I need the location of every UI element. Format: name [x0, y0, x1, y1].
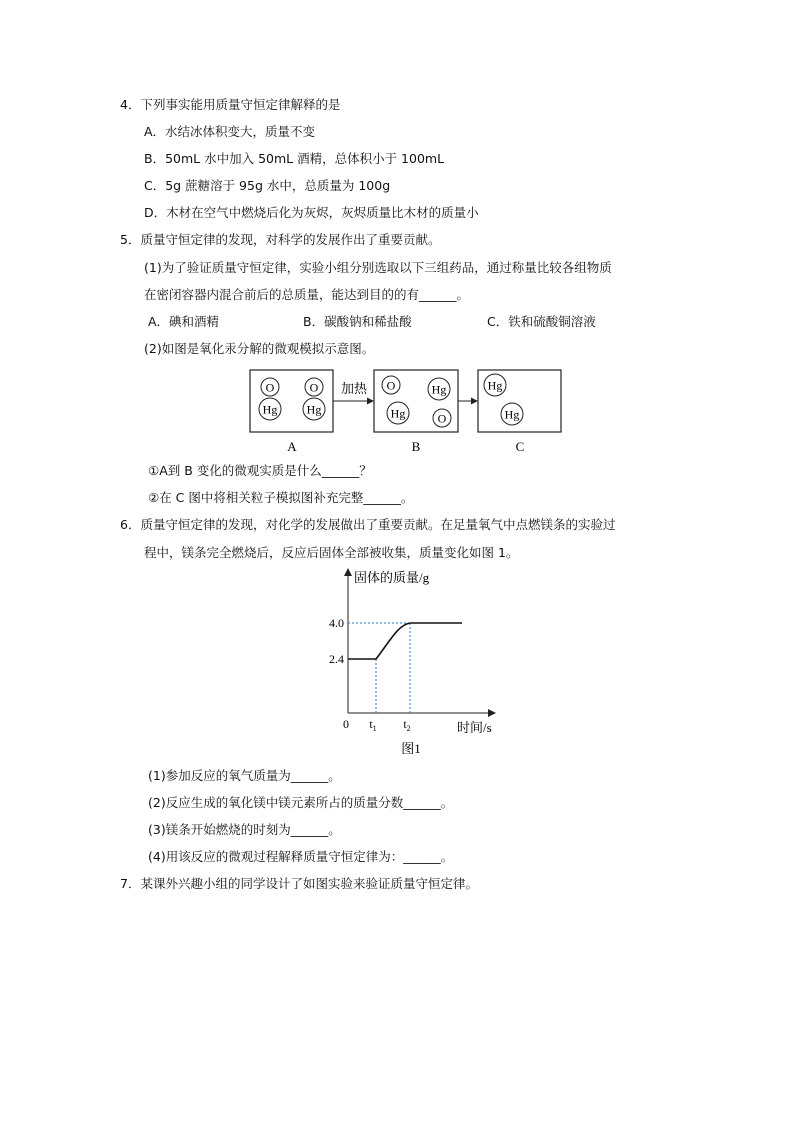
arrow-label-heat: 加热: [340, 381, 368, 396]
q6-part1: (1)参加反应的氧气质量为______。: [148, 768, 341, 783]
x-tick-label: $t_1$: [369, 717, 377, 733]
y-axis-label: 固体的质量/g: [354, 570, 430, 585]
q5-sub1: ①A到 B 变化的微观实质是什么______？: [148, 463, 372, 478]
y-tick-label: 4.0: [329, 616, 344, 630]
q5-option-a: A．碘和酒精: [148, 314, 220, 329]
box-label-b: B: [411, 439, 421, 454]
q5-part1-line1: (1)为了验证质量守恒定律，实验小组分别选取以下三组药品，通过称量比较各组物质: [144, 260, 612, 275]
x-tick-label: $t_2$: [403, 717, 411, 733]
atom-o-label: O: [386, 378, 396, 393]
atom-hg-label: Hg: [487, 378, 503, 393]
q4-option-a: A．水结冰体积变大，质量不变: [144, 124, 316, 139]
q6-stem-line1: 6．质量守恒定律的发现，对化学的发展做出了重要贡献。在足量氧气中点燃镁条的实验过: [120, 517, 616, 532]
q5-sub2: ②在 C 图中将相关粒子模拟图补充完整______。: [148, 490, 414, 505]
q6-stem-line2: 程中，镁条完全燃烧后，反应后固体全部被收集，质量变化如图 1。: [144, 545, 519, 560]
q5-part1-line2: 在密闭容器内混合前后的总质量，能达到目的的有______。: [144, 287, 470, 302]
q6-part4: (4)用该反应的微观过程解释质量守恒定律为：______。: [148, 849, 454, 864]
box-label-a: A: [287, 439, 297, 454]
atom-hg-label: Hg: [431, 382, 447, 397]
q6-part2: (2)反应生成的氧化镁中镁元素所占的质量分数______。: [148, 795, 454, 810]
atom-hg-label: Hg: [390, 406, 406, 421]
q7-stem: 7．某课外兴趣小组的同学设计了如图实验来验证质量守恒定律。: [120, 876, 478, 891]
q6-part3: (3)镁条开始燃烧的时刻为______。: [148, 822, 341, 837]
origin-label: 0: [343, 717, 349, 731]
q4-option-b: B．50mL 水中加入 50mL 酒精，总体积小于 100mL: [144, 151, 445, 166]
atom-hg-label: Hg: [306, 402, 322, 417]
atom-o-label: O: [309, 380, 319, 395]
atom-hg-label: Hg: [262, 402, 278, 417]
q4-option-d: D．木材在空气中燃烧后化为灰烬，灰烬质量比木材的质量小: [144, 205, 479, 220]
q5-option-c: C．铁和硫酸铜溶液: [487, 314, 596, 329]
q5-stem: 5．质量守恒定律的发现，对科学的发展作出了重要贡献。: [120, 232, 441, 247]
y-tick-label: 2.4: [329, 652, 344, 666]
q5-part2: (2)如图是氧化汞分解的微观模拟示意图。: [144, 341, 375, 356]
arrow-head: [367, 398, 374, 405]
q4-option-c: C．5g 蔗糖溶于 95g 水中，总质量为 100g: [144, 178, 391, 193]
x-axis-label: 时间/s: [457, 720, 492, 735]
series-line-mass: [348, 623, 462, 659]
atom-o-label: O: [437, 411, 447, 426]
arrow-head: [471, 398, 478, 405]
atom-hg-label: Hg: [504, 407, 520, 422]
chart-caption: 图1: [401, 741, 421, 756]
q5-option-b: B．碳酸钠和稀盐酸: [303, 314, 412, 329]
mass-time-chart: [300, 562, 520, 768]
box-label-c: C: [515, 439, 525, 454]
mercury-oxide-diagram: [240, 362, 570, 458]
atom-o-label: O: [265, 380, 275, 395]
q4-stem: 4．下列事实能用质量守恒定律解释的是: [120, 97, 341, 112]
